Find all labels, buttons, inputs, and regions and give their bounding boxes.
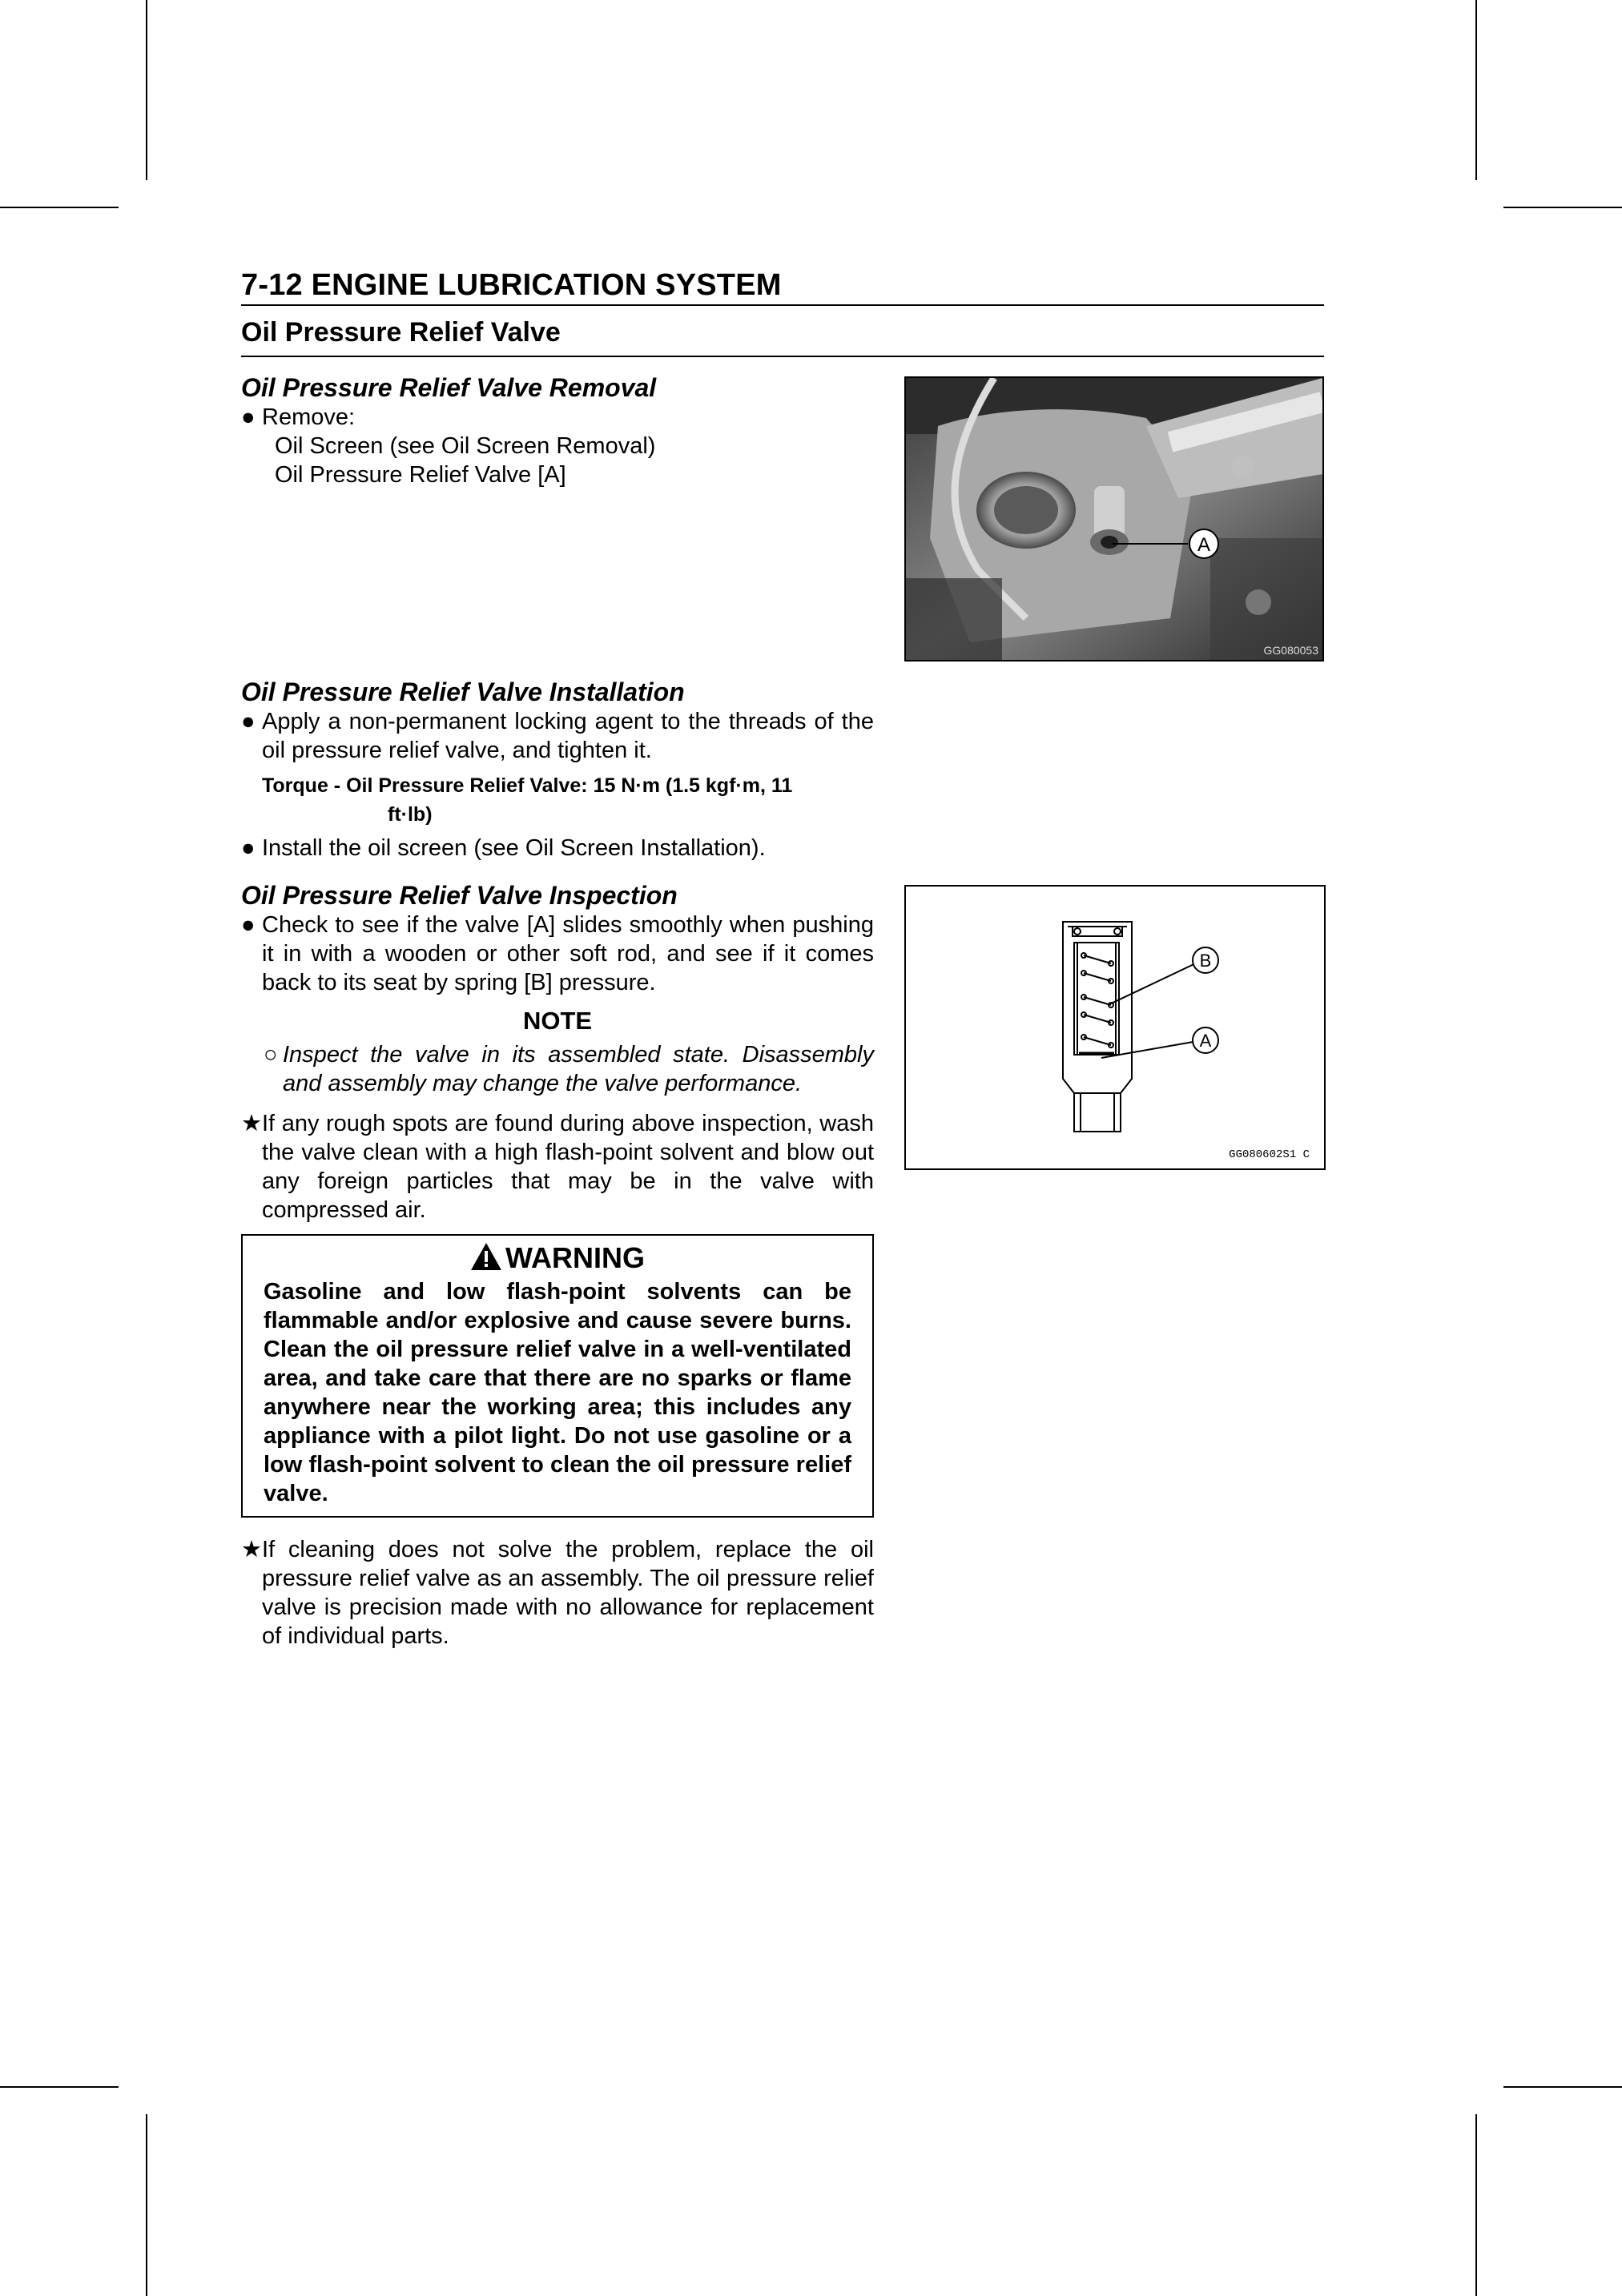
removal-step-text: Remove: xyxy=(262,404,356,430)
crop-mark xyxy=(1503,2086,1622,2088)
installation-step-text: Apply a non-permanent locking agent to the threads of the oil pressure relief valve, and tighten it. xyxy=(262,709,874,763)
torque-line: ft·lb) xyxy=(388,803,433,826)
conditional-step-text: If any rough spots are found during above inspection, wash the valve clean with a high flash-point solvent and blow out any foreign particles that may be in the valve with compressed air. xyxy=(262,1111,874,1223)
crop-mark xyxy=(0,207,119,208)
spacer xyxy=(241,863,874,880)
page-header xyxy=(241,266,1324,357)
warning-title xyxy=(264,1239,851,1277)
crop-mark xyxy=(146,2114,147,2296)
bullet-icon: ● xyxy=(241,404,256,430)
bullet-icon: ● xyxy=(241,912,256,938)
conditional-step-text: If cleaning does not solve the problem, replace the oil pressure relief valve as an assembly. The oil pressure relief valve is precision made with no allowance for replacement of individual parts. xyxy=(262,1537,874,1649)
header-rule xyxy=(241,304,1324,306)
main-text-column xyxy=(241,372,874,1651)
bullet-icon: ● xyxy=(241,835,256,861)
removal-item: Oil Screen (see Oil Screen Removal) xyxy=(275,433,656,459)
inspection-step xyxy=(241,911,874,997)
removal-heading: Oil Pressure Relief Valve Removal xyxy=(241,373,657,402)
photo-callout-a: A xyxy=(1197,534,1211,556)
crop-mark xyxy=(1475,2114,1477,2296)
diagram-code: GG080602S1 C xyxy=(1229,1148,1310,1161)
conditional-step xyxy=(241,1109,874,1224)
crop-mark xyxy=(0,2086,119,2088)
chapter-title: 7-12 ENGINE LUBRICATION SYSTEM xyxy=(241,268,782,302)
star-icon: ★ xyxy=(241,1537,262,1562)
valve-diagram xyxy=(904,885,1326,1170)
section-title: Oil Pressure Relief Valve xyxy=(241,317,561,348)
spacer xyxy=(241,1518,874,1535)
warning-text: Gasoline and low flash-point solvents can be flammable and/or explosive and cause severe burns. Clean the oil pressure relief valve in a well-ventilated area, and take care that there are no sparks or flame anywhere near the working area; this includes any appliance with a pilot light. Do not use gasoline or a low flash-point solvent to clean the oil pressure relief valve. xyxy=(264,1279,851,1506)
installation-step-text: Install the oil screen (see Oil Screen Installation). xyxy=(262,835,766,861)
removal-item: Oil Pressure Relief Valve [A] xyxy=(275,462,566,488)
crop-mark xyxy=(1503,207,1622,208)
removal-step xyxy=(241,403,874,432)
note-circle-icon: ○ xyxy=(264,1042,278,1068)
spacer xyxy=(241,1098,874,1109)
relief-valve-diagram xyxy=(906,887,1324,1168)
warning-triangle-icon xyxy=(470,1242,502,1271)
valve-photo xyxy=(904,376,1324,661)
installation-heading: Oil Pressure Relief Valve Installation xyxy=(241,678,685,706)
spacer xyxy=(241,489,874,677)
note-title: NOTE xyxy=(522,1007,593,1035)
diagram-callout-a: A xyxy=(1199,1031,1212,1051)
engine-photo-illustration xyxy=(906,378,1322,660)
note-text xyxy=(241,1040,874,1098)
torque-line: Torque - Oil Pressure Relief Valve: 15 N·m (1.5 kgf·m, 11 xyxy=(262,774,793,797)
crop-mark xyxy=(1475,0,1477,180)
star-icon: ★ xyxy=(241,1111,262,1136)
section-rule xyxy=(241,356,1324,357)
photo-code: GG080053 xyxy=(1263,644,1318,657)
inspection-step-text: Check to see if the valve [A] slides smoothly when pushing it in with a wooden or other soft rod, and see if it comes back to its seat by spring [B] pressure. xyxy=(262,912,874,995)
diagram-callout-b: B xyxy=(1199,951,1212,971)
torque-spec xyxy=(241,771,874,829)
installation-step xyxy=(241,707,874,765)
bullet-icon: ● xyxy=(241,709,256,734)
installation-step xyxy=(241,834,874,863)
inspection-heading: Oil Pressure Relief Valve Inspection xyxy=(241,881,678,910)
note-body: Inspect the valve in its assembled state. Disassembly and assembly may change the valve performance. xyxy=(283,1042,874,1096)
warning-label: WARNING xyxy=(505,1241,645,1274)
conditional-step xyxy=(241,1535,874,1651)
warning-box xyxy=(241,1234,874,1518)
crop-mark xyxy=(146,0,147,180)
